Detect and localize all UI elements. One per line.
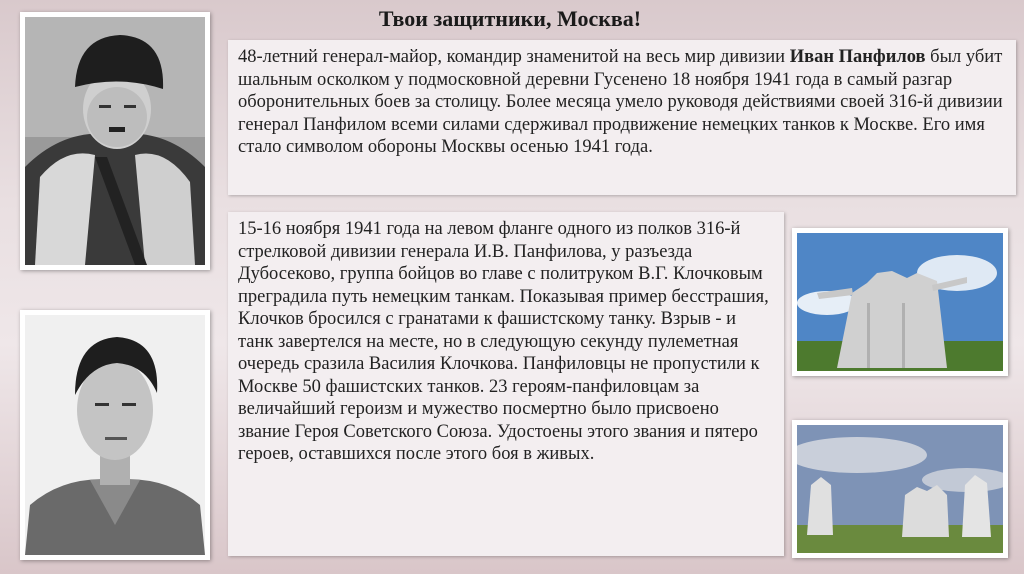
panfilov-text-body: был убит шальным осколком у подмосковной деревни Гусенено 18 ноября 1941 года в самый разгар оборонительных боев за столицу. Более месяца умело руководя действиями своей 316-й дивизии генерал Панфилом всеми силами сдерживал продвижение немецких танков к Москве. Его имя стало символом обороны Москвы осенью 1941 года. <box>238 47 1003 157</box>
memorial-monument-image <box>797 233 1003 371</box>
dubosekovo-text: 15-16 ноября 1941 года на левом фланге одного из полков 316-й стрелковой дивизии генерала И.В. Панфилова, у разъезда Дубосеково, группа бойцов во главе с политруком В.Г. Клочковым преградила путь немецким танкам. Показывая пример бесстрашия, Клочков бросился с гранатами к фашистскому танку. Взрыв - и танк завертелся на месте, но в следующую секунду пулеметная очередь сразила Василия Клочкова. Панфиловцы не пропустили к Москве 50 фашистских танков. 23 героям-панфиловцам за величайший героизм и мужество посмертно было присвоено звание Героя Советского Союза. Удостоены этого звания и пятеро героев, оставшихся после этого боя в живых. <box>238 219 769 464</box>
klochkov-portrait-image <box>25 315 205 555</box>
panfilov-text-intro: 48-летний генерал-майор, командир знаменитой на весь мир дивизии <box>238 47 790 67</box>
panfilov-portrait-image <box>25 17 205 265</box>
dubosekovo-text-box <box>228 212 784 556</box>
klochkov-portrait-photo <box>20 310 210 560</box>
panfilov-name: Иван Панфилов <box>789 47 926 67</box>
panfilov-text-box <box>228 40 1016 195</box>
panfilov-portrait-photo <box>20 12 210 270</box>
memorial-monument-photo <box>792 228 1008 376</box>
memorial-complex-photo <box>792 420 1008 558</box>
memorial-complex-image <box>797 425 1003 553</box>
slide-title: Твои защитники, Москва! <box>378 6 642 31</box>
